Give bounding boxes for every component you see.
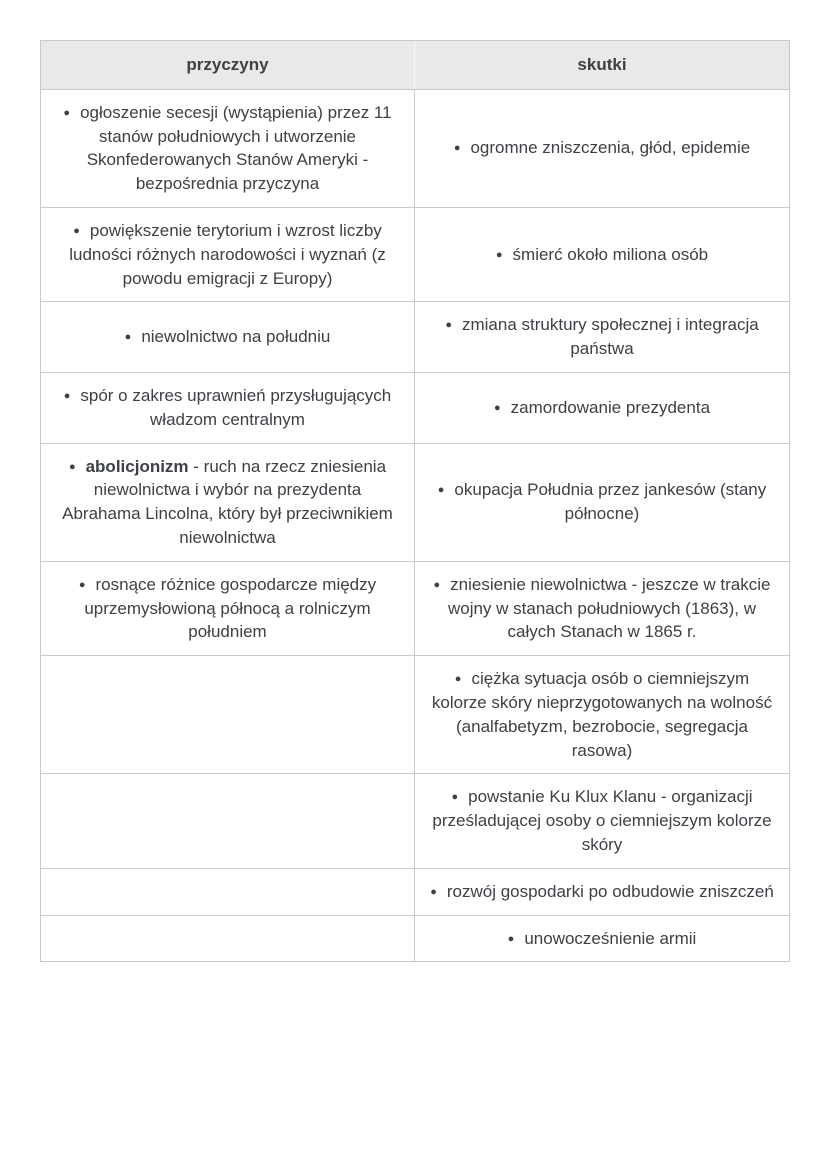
effect-cell [415, 655, 789, 773]
cause-text: powiększenie terytorium i wzrost liczby ludności różnych narodowości i wyznań (z powodu emigracji z Europy) [69, 220, 386, 288]
effect-text: śmierć około miliona osób [512, 244, 709, 264]
effect-text: zniesienie niewolnictwa - jeszcze w trakcie wojny w stanach południowych (1863), w całych Stanach w 1865 r. [447, 574, 771, 642]
table-row [41, 655, 789, 773]
cause-text: spór o zakres uprawnień przysługujących władzom centralnym [80, 385, 392, 429]
effect-text: okupacja Południa przez jankesów (stany północne) [454, 480, 767, 524]
effect-text: zamordowanie prezydenta [510, 397, 711, 417]
bullet-icon: ● [445, 319, 452, 332]
causes-effects-table [40, 40, 790, 962]
cause-cell [41, 773, 415, 867]
cause-text: - ruch na rzecz zniesienia niewolnictwa i wybór na prezydenta Abrahama Lincolna, który był przeciwnikiem niewolnictwa [62, 456, 393, 547]
cause-term: abolicjonizm [85, 456, 189, 476]
table-row [41, 561, 789, 655]
table-row [41, 868, 789, 915]
effect-cell [415, 443, 789, 561]
table-row [41, 89, 789, 207]
bullet-icon: ● [454, 673, 462, 686]
bullet-icon: ● [73, 224, 80, 237]
cause-text: rosnące różnice gospodarcze między uprzemysłowioną północą a rolniczym południem [84, 574, 377, 642]
bullet-icon: ● [63, 106, 71, 119]
effect-text: powstanie Ku Klux Klanu - organizacji prześladującej osoby o ciemniejszym kolorze skóry [432, 787, 772, 854]
effect-cell [415, 915, 789, 962]
bullet-icon: ● [63, 389, 71, 402]
bullet-icon: ● [507, 932, 515, 945]
cause-cell [41, 301, 415, 372]
cause-text: ogłoszenie secesji (wystąpienia) przez 11 stanów południowych i utworzenie Skonfederowanych Stanów Ameryki - bezpośrednia przyczyna [80, 102, 392, 194]
bullet-icon: ● [124, 331, 132, 344]
table-row [41, 372, 789, 443]
cause-cell [41, 89, 415, 207]
effect-cell [415, 561, 789, 655]
effect-cell [415, 868, 789, 915]
table-row [41, 207, 789, 301]
bullet-icon: ● [433, 578, 441, 591]
table-row [41, 915, 789, 962]
header-effects: skutki [415, 41, 789, 89]
cause-cell [41, 372, 415, 443]
cause-cell [41, 868, 415, 915]
cause-cell [41, 207, 415, 301]
effect-cell [415, 372, 789, 443]
table-row [41, 443, 789, 561]
cause-cell [41, 915, 415, 962]
cause-cell [41, 655, 415, 773]
table-header-row [41, 41, 789, 89]
bullet-icon: ● [430, 885, 437, 898]
effect-cell [415, 301, 789, 372]
effect-text: zmiana struktury społecznej i integracja państwa [461, 315, 759, 359]
effect-cell [415, 89, 789, 207]
effect-text: ciężka sytuacja osób o ciemniejszym kolorze skóry nieprzygotowanych na wolność (analfabetyzm, bezrobocie, segregacja rasowa) [431, 669, 773, 760]
effect-text: ogromne zniszczenia, głód, epidemie [470, 138, 751, 158]
cause-text: niewolnictwo na południu [141, 327, 331, 347]
bullet-icon: ● [68, 460, 76, 473]
cause-cell [41, 443, 415, 561]
effect-text: rozwój gospodarki po odbudowie zniszczeń [446, 881, 774, 901]
bullet-icon: ● [493, 401, 501, 414]
bullet-icon: ● [495, 248, 503, 261]
bullet-icon: ● [451, 791, 459, 804]
cause-cell [41, 561, 415, 655]
effect-cell [415, 207, 789, 301]
bullet-icon: ● [453, 142, 461, 155]
effect-text: unowocześnienie armii [524, 928, 697, 948]
bullet-icon: ● [437, 484, 445, 497]
effect-cell [415, 773, 789, 867]
header-causes: przyczyny [41, 41, 415, 89]
table-row [41, 301, 789, 372]
table-row [41, 773, 789, 867]
bullet-icon: ● [78, 578, 86, 591]
